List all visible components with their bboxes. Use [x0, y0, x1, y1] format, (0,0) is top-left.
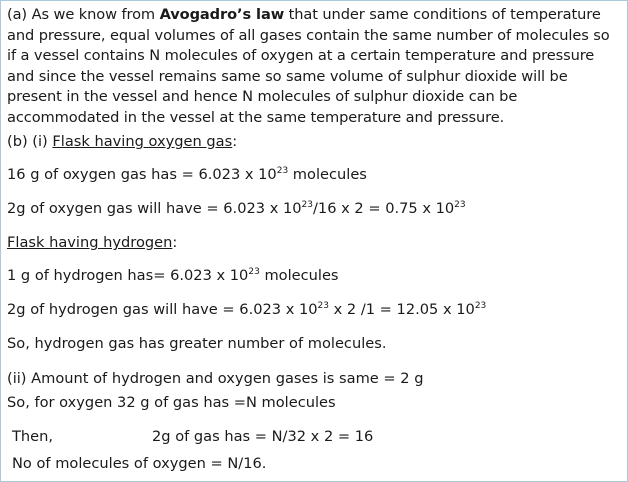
hydrogen-flask-heading: Flask having hydrogen — [7, 234, 173, 251]
oxygen-flask-heading: Flask having oxygen gas — [52, 133, 233, 150]
part-a-body: that under same conditions of temperature and pressure, equal volumes of all gases contain the same number of molecules so if a vessel contains N molecules of oxygen at a certain temperature and pressure and since the vessel remains same so same volume of sulphur dioxide will be present in the vessel and hence N molecules of sulphur dioxide can be accommodated in the vessel at the same temperature and pressure. — [7, 6, 610, 126]
avogadro-law-term: Avogadro’s law — [159, 6, 285, 23]
part-ii-line-2: So, for oxygen 32 g of gas has =N molecules — [7, 394, 336, 411]
part-ii-line-1: (ii) Amount of hydrogen and oxygen gases is same = 2 g — [7, 370, 424, 387]
part-a-prefix: (a) As we know from — [7, 6, 160, 23]
then-value: 2g of gas has = N/32 x 2 = 16 — [152, 428, 374, 445]
conclusion-line: So, hydrogen gas has greater number of molecules. — [7, 335, 387, 352]
part-a-paragraph — [7, 5, 623, 128]
hydrogen-flask-heading-line: Flask having hydrogen: — [7, 234, 178, 251]
hydrogen-line-2: 2g of hydrogen gas will have = 6.023 x $10^{23}$ x 2 /1 = 12.05 x $10^{23}$ — [7, 301, 487, 318]
hydrogen-line-1: 1 g of hydrogen has= 6.023 x $10^{23}$ molecules — [7, 267, 339, 284]
oxygen-line-2: 2g of oxygen gas will have = 6.023 x $10^{23}/16$ x 2 = 0.75 x $10^{23}$ — [7, 200, 466, 217]
final-line: No of molecules of oxygen = N/16. — [12, 455, 267, 472]
oxygen-line-1: 16 g of oxygen gas has = 6.023 x $10^{23}$ molecules — [7, 166, 367, 183]
part-b-i-heading: (b) (i) Flask having oxygen gas: — [7, 133, 238, 150]
then-label: Then, — [12, 428, 54, 445]
